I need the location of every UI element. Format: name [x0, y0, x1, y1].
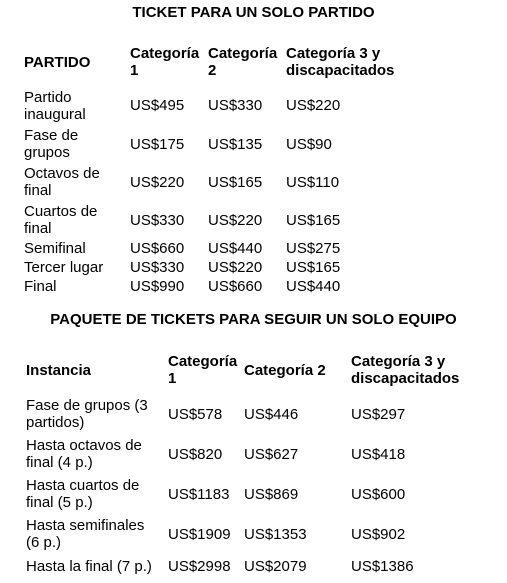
- price-category-3: US$1386: [351, 557, 414, 575]
- header-category-3: Categoría 3 y discapacitados: [351, 353, 460, 387]
- table-row: [24, 239, 424, 258]
- price-category-3: US$110: [286, 173, 340, 191]
- table-header-row: [26, 346, 476, 394]
- table-row: [26, 554, 476, 578]
- row-label: Hasta la final (7 p.): [26, 557, 152, 575]
- table-row: [26, 434, 476, 474]
- price-category-3: US$165: [286, 259, 341, 276]
- table-row: [24, 163, 424, 201]
- table-row: [24, 86, 424, 125]
- price-category-2: US$330: [208, 97, 263, 114]
- price-category-3: US$902: [351, 525, 406, 543]
- price-category-2: US$135: [208, 135, 263, 153]
- table-row: [26, 514, 476, 554]
- price-category-1: US$220: [130, 173, 185, 191]
- table-row: [26, 394, 476, 434]
- price-category-3: US$275: [286, 240, 341, 257]
- table-row: [24, 125, 424, 163]
- price-category-3: US$90: [286, 135, 332, 153]
- price-category-1: US$990: [130, 278, 185, 295]
- price-category-2: US$1353: [244, 525, 307, 543]
- header-stage: Instancia: [26, 361, 92, 379]
- price-category-3: US$165: [286, 211, 341, 229]
- price-category-1: US$330: [130, 259, 185, 276]
- price-category-1: US$330: [130, 211, 185, 229]
- price-category-2: US$869: [244, 485, 299, 503]
- price-category-3: US$418: [351, 445, 406, 463]
- price-category-2: US$2079: [244, 557, 307, 575]
- price-category-1: US$660: [130, 240, 185, 257]
- row-label: Octavos de final: [24, 165, 100, 199]
- price-category-2: US$446: [244, 405, 299, 423]
- price-category-2: US$627: [244, 445, 299, 463]
- price-category-3: US$297: [351, 405, 406, 423]
- price-category-1: US$578: [168, 405, 223, 423]
- price-category-2: US$220: [208, 259, 263, 276]
- price-category-2: US$660: [208, 278, 263, 295]
- row-label: Hasta cuartos de final (5 p.): [26, 477, 140, 511]
- row-label: Hasta semifinales (6 p.): [26, 517, 145, 551]
- table-row: [24, 277, 424, 296]
- price-category-1: US$175: [130, 135, 185, 153]
- price-category-1: US$1909: [168, 525, 231, 543]
- row-label: Tercer lugar: [24, 259, 104, 276]
- price-category-3: US$600: [351, 485, 406, 503]
- row-label: Final: [24, 278, 57, 295]
- price-category-2: US$165: [208, 173, 263, 191]
- row-label: Fase de grupos: [24, 127, 79, 161]
- header-category-2: Categoría 2: [244, 361, 326, 379]
- header-match: PARTIDO: [24, 53, 91, 71]
- single-match-title: TICKET PARA UN SOLO PARTIDO: [132, 4, 375, 21]
- price-category-3: US$440: [286, 278, 341, 295]
- price-category-2: US$440: [208, 240, 263, 257]
- table-row: [26, 474, 476, 514]
- header-category-1: Categoría 1: [168, 353, 238, 387]
- price-category-1: US$1183: [168, 485, 230, 503]
- header-category-1: Categoría 1: [130, 45, 200, 79]
- team-package-price-table: [26, 346, 476, 578]
- price-category-3: US$220: [286, 97, 341, 114]
- price-category-1: US$820: [168, 445, 223, 463]
- row-label: Hasta octavos de final (4 p.): [26, 437, 142, 471]
- row-label: Cuartos de final: [24, 203, 98, 237]
- table-header-row: [24, 38, 424, 86]
- row-label: Semifinal: [24, 240, 86, 257]
- table-row: [24, 258, 424, 277]
- price-category-2: US$220: [208, 211, 263, 229]
- row-label: Partido inaugural: [24, 88, 86, 123]
- team-package-title: PAQUETE DE TICKETS PARA SEGUIR UN SOLO EQUIPO: [50, 311, 457, 328]
- price-category-1: US$495: [130, 97, 185, 114]
- table-row: [24, 201, 424, 239]
- price-category-1: US$2998: [168, 557, 231, 575]
- row-label: Fase de grupos (3 partidos): [26, 397, 148, 431]
- header-category-3: Categoría 3 y discapacitados: [286, 45, 395, 79]
- single-match-price-table: [24, 38, 424, 296]
- header-category-2: Categoría 2: [208, 45, 278, 79]
